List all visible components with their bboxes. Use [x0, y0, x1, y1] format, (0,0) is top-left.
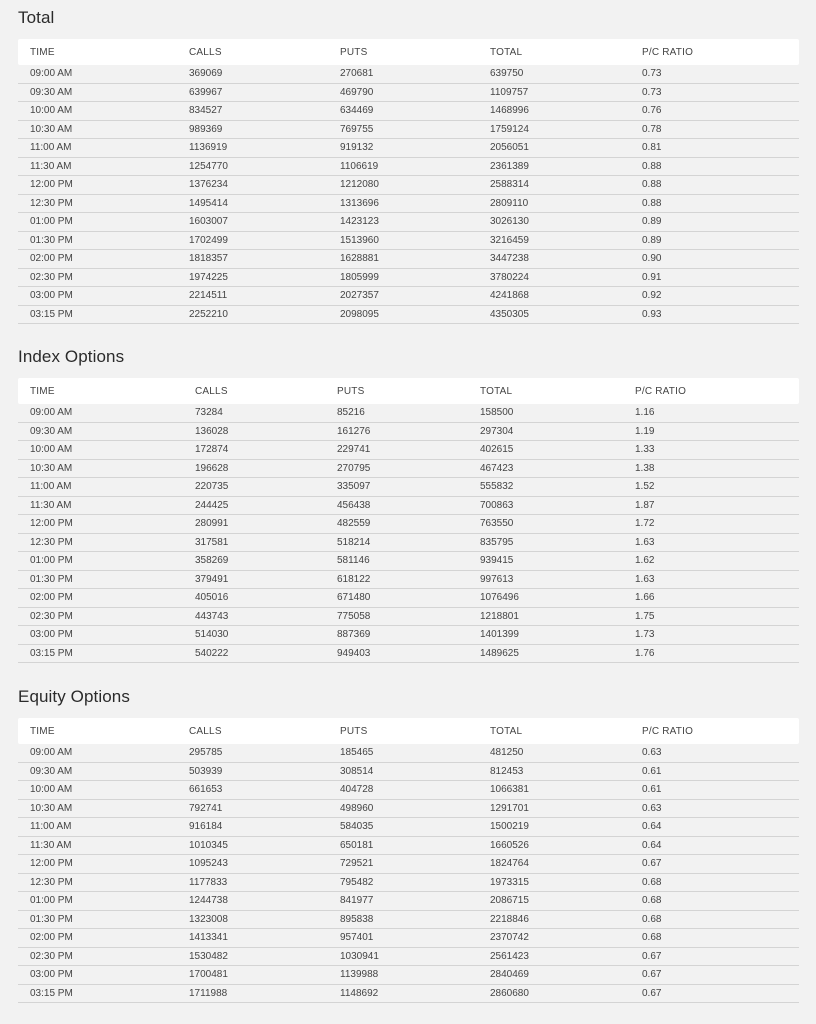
table-row	[18, 176, 799, 195]
cell-calls: 1603007	[189, 216, 228, 228]
cell-total: 2860680	[490, 987, 529, 999]
cell-time: 01:00 PM	[30, 555, 73, 567]
cell-total: 2370742	[490, 932, 529, 944]
cell-puts: 841977	[340, 895, 374, 907]
table-row	[18, 966, 799, 985]
cell-time: 12:30 PM	[30, 876, 73, 888]
cell-time: 12:30 PM	[30, 536, 73, 548]
cell-puts: 404728	[340, 784, 374, 796]
cell-time: 11:00 AM	[30, 821, 72, 833]
cell-puts: 957401	[340, 932, 374, 944]
table-row	[18, 404, 799, 423]
table-row	[18, 763, 799, 782]
cell-puts: 584035	[340, 821, 374, 833]
cell-pc-ratio: 1.76	[635, 647, 655, 659]
table-row	[18, 837, 799, 856]
cell-puts: 185465	[340, 747, 374, 759]
cell-total: 1759124	[490, 123, 529, 135]
section-title: Total	[18, 8, 55, 27]
cell-puts: 1423123	[340, 216, 379, 228]
cell-calls: 73284	[195, 407, 223, 419]
cell-calls: 1974225	[189, 271, 228, 283]
cell-total: 835795	[480, 536, 514, 548]
cell-puts: 229741	[337, 444, 371, 456]
cell-pc-ratio: 0.67	[642, 950, 662, 962]
cell-pc-ratio: 0.68	[642, 932, 662, 944]
cell-time: 01:00 PM	[30, 895, 73, 907]
cell-pc-ratio: 0.67	[642, 969, 662, 981]
cell-puts: 498960	[340, 802, 374, 814]
cell-pc-ratio: 0.61	[642, 765, 662, 777]
table-row	[18, 460, 799, 479]
cell-calls: 358269	[195, 555, 229, 567]
cell-total: 939415	[480, 555, 514, 567]
cell-time: 01:00 PM	[30, 216, 73, 228]
cell-calls: 1530482	[189, 950, 228, 962]
cell-total: 3447238	[490, 253, 529, 265]
cell-calls: 220735	[195, 481, 229, 493]
cell-puts: 1513960	[340, 234, 379, 246]
table-row	[18, 589, 799, 608]
table-row	[18, 781, 799, 800]
cell-calls: 503939	[189, 765, 223, 777]
cell-time: 12:30 PM	[30, 197, 73, 209]
cell-total: 2086715	[490, 895, 529, 907]
cell-time: 02:30 PM	[30, 271, 73, 283]
cell-time: 12:00 PM	[30, 179, 73, 191]
cell-total: 3026130	[490, 216, 529, 228]
cell-total: 481250	[490, 747, 524, 759]
cell-time: 10:00 AM	[30, 105, 73, 117]
table-row	[18, 645, 799, 664]
cell-pc-ratio: 1.66	[635, 592, 655, 604]
cell-total: 2056051	[490, 142, 529, 154]
cell-time: 12:00 PM	[30, 518, 73, 530]
table-row	[18, 515, 799, 534]
table-row	[18, 250, 799, 269]
table-row	[18, 102, 799, 121]
cell-puts: 1148692	[340, 987, 379, 999]
cell-time: 10:30 AM	[30, 462, 73, 474]
table-row	[18, 874, 799, 893]
column-header-time: TIME	[30, 46, 55, 58]
cell-calls: 1177833	[189, 876, 228, 888]
cell-puts: 270795	[337, 462, 371, 474]
cell-calls: 136028	[195, 425, 229, 437]
table-row	[18, 534, 799, 553]
column-header-time: TIME	[30, 725, 55, 737]
column-header-pc-ratio: P/C RATIO	[642, 46, 694, 58]
cell-calls: 2252210	[189, 308, 228, 320]
cell-puts: 270681	[340, 68, 374, 80]
cell-time: 03:15 PM	[30, 308, 73, 320]
cell-pc-ratio: 1.73	[635, 629, 655, 641]
cell-puts: 895838	[340, 913, 374, 925]
cell-total: 639750	[490, 68, 524, 80]
cell-calls: 1711988	[189, 987, 228, 999]
cell-time: 09:30 AM	[30, 765, 73, 777]
cell-pc-ratio: 0.61	[642, 784, 662, 796]
cell-time: 01:30 PM	[30, 913, 73, 925]
cell-total: 467423	[480, 462, 514, 474]
cell-time: 03:00 PM	[30, 629, 73, 641]
cell-time: 02:30 PM	[30, 950, 73, 962]
table-row	[18, 441, 799, 460]
cell-total: 3216459	[490, 234, 529, 246]
column-header-pc-ratio: P/C RATIO	[642, 725, 694, 737]
cell-time: 10:00 AM	[30, 444, 73, 456]
cell-puts: 887369	[337, 629, 371, 641]
cell-puts: 308514	[340, 765, 374, 777]
table-row	[18, 552, 799, 571]
cell-calls: 1095243	[189, 858, 228, 870]
cell-calls: 661653	[189, 784, 223, 796]
cell-total: 3780224	[490, 271, 529, 283]
cell-total: 297304	[480, 425, 514, 437]
table-row	[18, 423, 799, 442]
cell-pc-ratio: 0.89	[642, 216, 662, 228]
column-header-pc-ratio: P/C RATIO	[635, 385, 687, 397]
cell-pc-ratio: 1.33	[635, 444, 655, 456]
cell-puts: 949403	[337, 647, 371, 659]
cell-calls: 1376234	[189, 179, 228, 191]
cell-calls: 2214511	[189, 290, 228, 302]
cell-total: 812453	[490, 765, 524, 777]
cell-pc-ratio: 0.88	[642, 197, 662, 209]
cell-calls: 1244738	[189, 895, 228, 907]
cell-pc-ratio: 0.88	[642, 160, 662, 172]
cell-pc-ratio: 0.76	[642, 105, 662, 117]
cell-puts: 919132	[340, 142, 374, 154]
data-table	[18, 718, 799, 1003]
cell-calls: 379491	[195, 573, 229, 585]
cell-pc-ratio: 0.93	[642, 308, 662, 320]
cell-puts: 1212080	[340, 179, 379, 191]
table-row	[18, 121, 799, 140]
cell-pc-ratio: 0.89	[642, 234, 662, 246]
cell-calls: 1413341	[189, 932, 228, 944]
table-row	[18, 948, 799, 967]
data-table	[18, 39, 799, 324]
cell-time: 03:00 PM	[30, 290, 73, 302]
table-row	[18, 744, 799, 763]
cell-pc-ratio: 0.64	[642, 839, 662, 851]
cell-puts: 518214	[337, 536, 371, 548]
cell-calls: 244425	[195, 499, 229, 511]
data-table	[18, 378, 799, 663]
cell-total: 2561423	[490, 950, 529, 962]
cell-total: 1109757	[490, 86, 529, 98]
cell-total: 2588314	[490, 179, 529, 191]
cell-pc-ratio: 0.73	[642, 86, 662, 98]
cell-time: 11:00 AM	[30, 481, 72, 493]
column-header-total: TOTAL	[490, 46, 523, 58]
column-header-calls: CALLS	[195, 385, 228, 397]
column-header-puts: PUTS	[337, 385, 365, 397]
cell-calls: 916184	[189, 821, 223, 833]
table-row	[18, 985, 799, 1004]
cell-puts: 1030941	[340, 950, 379, 962]
cell-puts: 769755	[340, 123, 374, 135]
cell-pc-ratio: 1.52	[635, 481, 655, 493]
table-row	[18, 158, 799, 177]
cell-puts: 335097	[337, 481, 371, 493]
cell-time: 10:30 AM	[30, 802, 73, 814]
table-header	[18, 378, 799, 404]
table-row	[18, 911, 799, 930]
cell-time: 02:30 PM	[30, 610, 73, 622]
table-row	[18, 84, 799, 103]
table-row	[18, 497, 799, 516]
cell-total: 1660526	[490, 839, 529, 851]
cell-pc-ratio: 0.68	[642, 913, 662, 925]
cell-calls: 196628	[195, 462, 229, 474]
cell-calls: 1010345	[189, 839, 228, 851]
cell-calls: 1254770	[189, 160, 228, 172]
table-row	[18, 818, 799, 837]
cell-pc-ratio: 0.67	[642, 987, 662, 999]
cell-time: 02:00 PM	[30, 592, 73, 604]
cell-calls: 317581	[195, 536, 229, 548]
column-header-total: TOTAL	[490, 725, 523, 737]
cell-calls: 280991	[195, 518, 229, 530]
cell-pc-ratio: 0.78	[642, 123, 662, 135]
cell-total: 1066381	[490, 784, 529, 796]
cell-pc-ratio: 0.73	[642, 68, 662, 80]
table-row	[18, 929, 799, 948]
cell-total: 1973315	[490, 876, 529, 888]
table-row	[18, 571, 799, 590]
cell-calls: 172874	[195, 444, 229, 456]
column-header-total: TOTAL	[480, 385, 513, 397]
cell-time: 02:00 PM	[30, 932, 73, 944]
column-header-puts: PUTS	[340, 725, 368, 737]
cell-total: 1500219	[490, 821, 529, 833]
cell-time: 12:00 PM	[30, 858, 73, 870]
cell-total: 1291701	[490, 802, 529, 814]
cell-puts: 795482	[340, 876, 374, 888]
cell-total: 1218801	[480, 610, 519, 622]
cell-pc-ratio: 1.63	[635, 573, 655, 585]
cell-total: 402615	[480, 444, 514, 456]
cell-calls: 369069	[189, 68, 223, 80]
cell-puts: 1628881	[340, 253, 379, 265]
cell-total: 4241868	[490, 290, 529, 302]
cell-calls: 443743	[195, 610, 229, 622]
cell-calls: 792741	[189, 802, 223, 814]
table-row	[18, 65, 799, 84]
cell-total: 1076496	[480, 592, 519, 604]
cell-calls: 1818357	[189, 253, 228, 265]
cell-calls: 1136919	[189, 142, 228, 154]
cell-puts: 1805999	[340, 271, 379, 283]
cell-puts: 729521	[340, 858, 374, 870]
cell-puts: 1313696	[340, 197, 379, 209]
cell-puts: 634469	[340, 105, 374, 117]
table-row	[18, 269, 799, 288]
cell-calls: 540222	[195, 647, 229, 659]
cell-puts: 581146	[337, 555, 370, 567]
table-header	[18, 39, 799, 65]
cell-calls: 834527	[189, 105, 223, 117]
cell-pc-ratio: 0.63	[642, 802, 662, 814]
cell-total: 2840469	[490, 969, 529, 981]
cell-total: 2218846	[490, 913, 529, 925]
cell-puts: 618122	[337, 573, 371, 585]
cell-pc-ratio: 1.87	[635, 499, 655, 511]
cell-pc-ratio: 1.16	[635, 407, 655, 419]
cell-time: 11:30 AM	[30, 499, 72, 511]
cell-puts: 1106619	[340, 160, 379, 172]
cell-time: 03:15 PM	[30, 987, 73, 999]
cell-puts: 161276	[337, 425, 371, 437]
cell-total: 555832	[480, 481, 514, 493]
cell-puts: 2098095	[340, 308, 379, 320]
table-row	[18, 478, 799, 497]
cell-calls: 989369	[189, 123, 223, 135]
cell-pc-ratio: 1.19	[635, 425, 655, 437]
cell-puts: 2027357	[340, 290, 379, 302]
cell-pc-ratio: 1.63	[635, 536, 655, 548]
cell-calls: 295785	[189, 747, 223, 759]
cell-pc-ratio: 0.68	[642, 895, 662, 907]
cell-time: 09:00 AM	[30, 747, 73, 759]
cell-total: 1401399	[480, 629, 519, 641]
cell-puts: 1139988	[340, 969, 379, 981]
cell-time: 09:00 AM	[30, 68, 73, 80]
cell-pc-ratio: 1.75	[635, 610, 655, 622]
cell-pc-ratio: 0.92	[642, 290, 662, 302]
section-title: Equity Options	[18, 687, 130, 706]
cell-total: 1489625	[480, 647, 519, 659]
cell-pc-ratio: 0.68	[642, 876, 662, 888]
cell-calls: 1700481	[189, 969, 228, 981]
cell-pc-ratio: 0.67	[642, 858, 662, 870]
table-row	[18, 139, 799, 158]
table-row	[18, 213, 799, 232]
cell-total: 2809110	[490, 197, 529, 209]
cell-puts: 469790	[340, 86, 374, 98]
cell-time: 09:30 AM	[30, 86, 73, 98]
cell-time: 01:30 PM	[30, 234, 73, 246]
cell-time: 10:30 AM	[30, 123, 73, 135]
cell-puts: 775058	[337, 610, 371, 622]
column-header-time: TIME	[30, 385, 55, 397]
table-row	[18, 892, 799, 911]
cell-pc-ratio: 0.90	[642, 253, 662, 265]
cell-pc-ratio: 0.63	[642, 747, 662, 759]
cell-pc-ratio: 0.81	[642, 142, 662, 154]
column-header-puts: PUTS	[340, 46, 368, 58]
cell-pc-ratio: 1.72	[635, 518, 655, 530]
cell-pc-ratio: 0.91	[642, 271, 662, 283]
table-row	[18, 195, 799, 214]
cell-total: 158500	[480, 407, 514, 419]
table-row	[18, 800, 799, 819]
cell-pc-ratio: 0.64	[642, 821, 662, 833]
column-header-calls: CALLS	[189, 725, 222, 737]
cell-total: 1824764	[490, 858, 529, 870]
cell-calls: 639967	[189, 86, 223, 98]
cell-time: 09:00 AM	[30, 407, 73, 419]
cell-calls: 1495414	[189, 197, 228, 209]
cell-puts: 650181	[340, 839, 374, 851]
table-row	[18, 608, 799, 627]
cell-pc-ratio: 1.62	[635, 555, 655, 567]
cell-time: 09:30 AM	[30, 425, 73, 437]
cell-calls: 514030	[195, 629, 229, 641]
table-row	[18, 626, 799, 645]
table-row	[18, 232, 799, 251]
cell-calls: 405016	[195, 592, 229, 604]
cell-time: 03:00 PM	[30, 969, 73, 981]
table-row	[18, 306, 799, 325]
cell-time: 01:30 PM	[30, 573, 73, 585]
cell-time: 11:30 AM	[30, 839, 72, 851]
cell-pc-ratio: 0.88	[642, 179, 662, 191]
cell-puts: 85216	[337, 407, 365, 419]
cell-time: 03:15 PM	[30, 647, 73, 659]
table-row	[18, 287, 799, 306]
cell-total: 700863	[480, 499, 514, 511]
column-header-calls: CALLS	[189, 46, 222, 58]
cell-puts: 456438	[337, 499, 371, 511]
cell-puts: 482559	[337, 518, 371, 530]
cell-time: 10:00 AM	[30, 784, 73, 796]
table-row	[18, 855, 799, 874]
cell-puts: 671480	[337, 592, 371, 604]
cell-total: 763550	[480, 518, 514, 530]
cell-pc-ratio: 1.38	[635, 462, 655, 474]
cell-total: 4350305	[490, 308, 529, 320]
cell-total: 2361389	[490, 160, 529, 172]
cell-calls: 1323008	[189, 913, 228, 925]
cell-time: 02:00 PM	[30, 253, 73, 265]
cell-calls: 1702499	[189, 234, 228, 246]
cell-time: 11:00 AM	[30, 142, 72, 154]
section-title: Index Options	[18, 347, 125, 366]
cell-total: 1468996	[490, 105, 529, 117]
cell-total: 997613	[480, 573, 514, 585]
cell-time: 11:30 AM	[30, 160, 72, 172]
table-header	[18, 718, 799, 744]
